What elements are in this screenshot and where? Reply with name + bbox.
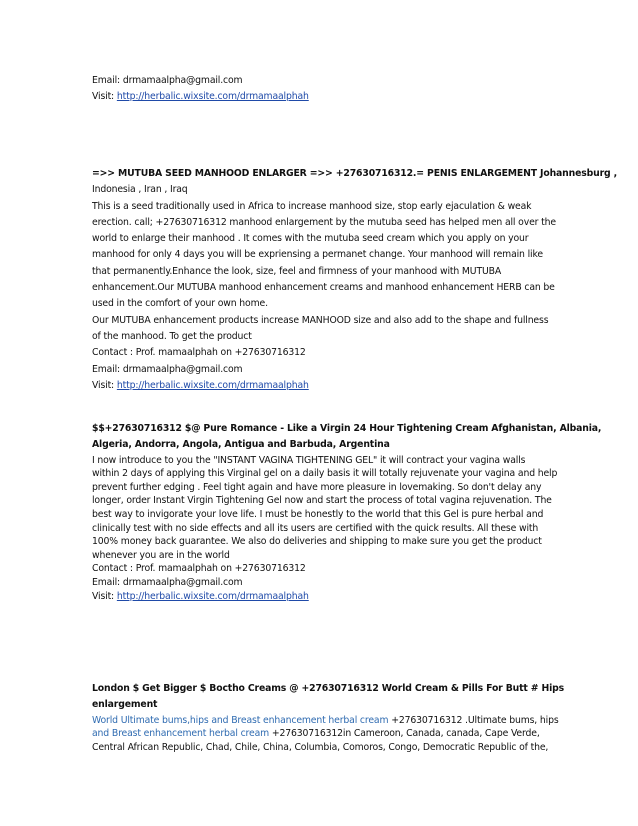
email-line: Email: drmamaalpha@gmail.com [92,75,243,86]
visit-label: Visit: [92,379,117,391]
article-butt-hips [92,681,565,754]
body-line: This is a seed traditionally used in Africa to increase manhood size, stop early ejaculation & weak [92,200,532,212]
contact-line: Contact : Prof. mamaalphah on +27630716312 [92,347,306,359]
body-line: world to enlarge their manhood . It comes with the mutuba seed cream which you apply on your [92,233,529,245]
article-title-line: enlargement [92,699,158,711]
article-tightening-cream [92,421,602,603]
body-line: Our MUTUBA enhancement products increase MANHOOD size and also add to the shape and fullness [92,314,549,326]
visit-line [92,590,552,604]
body-line: erection. call; +27630716312 manhood enlargement by the mutuba seed has helped men all over the [92,216,556,228]
body-line: I now introduce to you the "INSTANT VAGINA TIGHTENING GEL" it will contract your vagina walls [92,454,526,466]
body-line: within 2 days of applying this Virginal gel on a daily basis it will totally rejuvenate your vagina and help [92,468,558,480]
body-line: longer, order Instant Virgin Tightening Gel now and start the process of total vagina rejuvenation. The [92,495,552,507]
article-title-line: $$+27630716312 $@ Pure Romance - Like a Virgin 24 Hour Tightening Cream Afghanistan, Albania, [92,423,602,434]
website-link[interactable]: http://herbalic.wixsite.com/drmamaalphah [116,379,309,391]
website-link[interactable]: http://herbalic.wixsite.com/drmamaalphah [116,590,309,602]
highlighted-text: and Breast enhancement herbal cream [92,728,270,740]
body-text: +27630716312 .Ultimate bums, hips [388,714,559,726]
contact-line: Contact : Prof. mamaalphah on +27630716312 [92,563,306,575]
body-line [92,714,559,728]
visit-label: Visit: [92,590,117,602]
article-title-line: =>> MUTUBA SEED MANHOOD ENLARGER =>> +27630716312.= PENIS ENLARGEMENT Johannesburg , [92,168,618,179]
body-line: Central African Republic, Chad, Chile, China, Columbia, Comoros, Congo, Democratic Republic of the, [92,741,549,753]
body-line [92,727,552,741]
article-title-line: Algeria, Andorra, Angola, Antigua and Barbuda, Argentina [92,439,390,451]
contact-block-1 [92,73,552,106]
visit-line [92,89,552,105]
body-line: that permanently.Enhance the look, size, feel and firmness of your manhood with MUTUBA [92,265,502,277]
highlighted-text: World Ultimate bums,hips and Breast enhancement herbal cream [92,714,389,726]
email-line: Email: drmamaalpha@gmail.com [92,576,243,588]
body-line: manhood for only 4 days you will be expriensing a permanet change. Your manhood will remain like [92,249,543,261]
article-body [92,714,559,755]
body-line: of the manhood. To get the product [92,330,252,342]
body-line: 100% money back guarantee. We also do deliveries and shipping to make sure you get the product [92,536,542,548]
article-mutuba-seed [92,166,618,394]
body-text: +27630716312in Cameroon, Canada, canada, Cape Verde, [269,728,540,740]
visit-line [92,378,552,394]
article-body [92,454,558,604]
article-title-line: London $ Get Bigger $ Boctho Creams @ +27630716312 World Cream & Pills For Butt # Hips [92,683,565,694]
body-line: best way to invigorate your love life. I must be honestly to the world that this Gel is pure herbal and [92,508,544,520]
visit-label: Visit: [92,91,117,103]
article-title-line: Indonesia , Iran , Iraq [92,184,188,196]
body-line: prevent further edging . Feel tight again and have more pleasure in lovemaking. So don't delay any [92,481,542,493]
body-line: clinically test with no side effects and all its users are certified with the quick results. All these with [92,522,539,534]
body-line: used in the comfort of your own home. [92,298,268,310]
body-line: whenever you are in the world [92,549,230,561]
website-link[interactable]: http://herbalic.wixsite.com/drmamaalphah [116,91,309,103]
body-line: enhancement.Our MUTUBA manhood enhancement creams and manhood enhancement HERB can be [92,282,555,294]
email-line: Email: drmamaalpha@gmail.com [92,363,243,375]
